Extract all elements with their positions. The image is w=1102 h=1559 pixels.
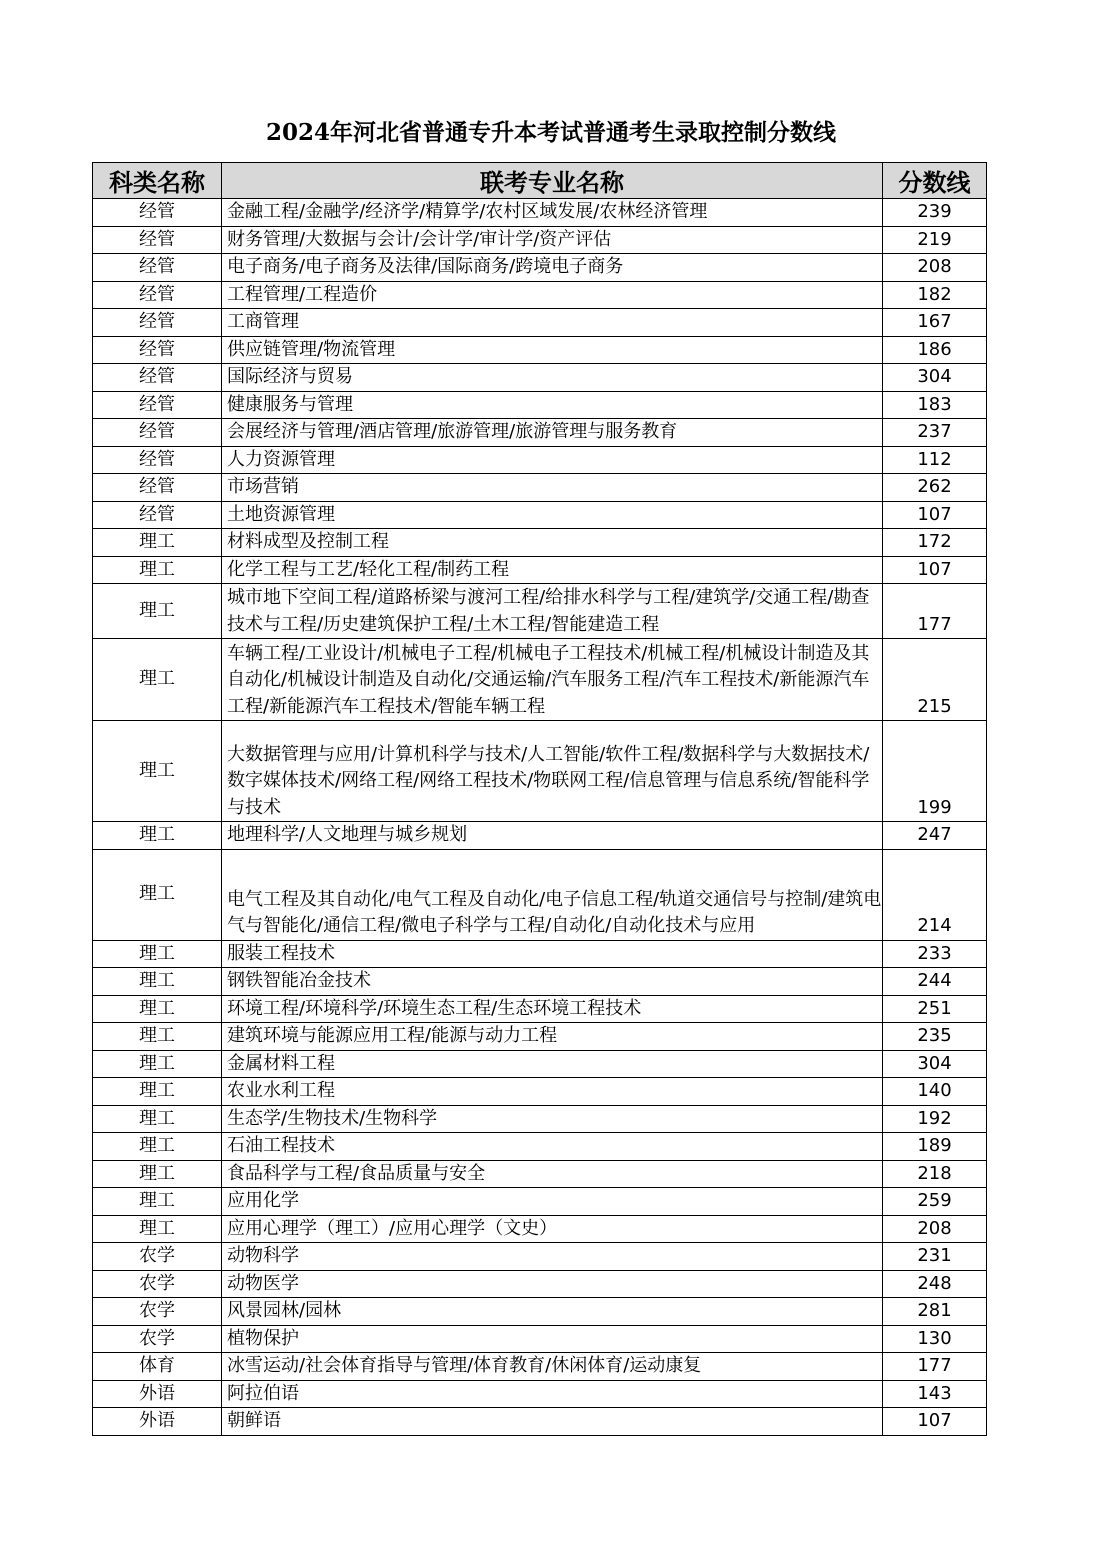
category-cell: 经管 [93,501,222,529]
table-row [93,1160,987,1188]
score-cell: 189 [883,1133,987,1161]
major-cell: 植物保护 [222,1325,883,1353]
score-cell: 140 [883,1078,987,1106]
major-cell: 供应链管理/物流管理 [222,336,883,364]
table-row [93,336,987,364]
major-cell: 朝鲜语 [222,1408,883,1436]
major-cell: 冰雪运动/社会体育指导与管理/体育教育/休闲体育/运动康复 [222,1353,883,1381]
major-cell: 阿拉伯语 [222,1380,883,1408]
major-cell: 化学工程与工艺/轻化工程/制药工程 [222,556,883,584]
category-cell: 理工 [93,1105,222,1133]
category-cell: 理工 [93,822,222,850]
category-cell: 理工 [93,529,222,557]
category-cell: 经管 [93,364,222,392]
table-row [93,556,987,584]
category-cell: 理工 [93,1160,222,1188]
category-cell: 理工 [93,556,222,584]
major-cell: 动物科学 [222,1243,883,1271]
table-row [93,1325,987,1353]
table-row [93,529,987,557]
major-cell: 环境工程/环境科学/环境生态工程/生态环境工程技术 [222,995,883,1023]
category-cell: 农学 [93,1270,222,1298]
table-row [93,446,987,474]
major-cell: 钢铁智能冶金技术 [222,968,883,996]
score-cell: 219 [883,226,987,254]
score-cell: 218 [883,1160,987,1188]
category-cell: 农学 [93,1298,222,1326]
table-row [93,391,987,419]
table-row [93,1188,987,1216]
table-row [93,584,987,639]
major-cell: 地理科学/人文地理与城乡规划 [222,822,883,850]
major-cell: 大数据管理与应用/计算机科学与技术/人工智能/软件工程/数据科学与大数据技术/数字媒体技术/网络工程/网络工程技术/物联网工程/信息管理与信息系统/智能科学与技术 [222,721,883,822]
table-row [93,639,987,721]
major-cell: 会展经济与管理/酒店管理/旅游管理/旅游管理与服务教育 [222,419,883,447]
score-table [92,162,987,1436]
category-cell: 经管 [93,199,222,227]
major-cell: 风景园林/园林 [222,1298,883,1326]
category-cell: 经管 [93,419,222,447]
major-cell: 建筑环境与能源应用工程/能源与动力工程 [222,1023,883,1051]
score-cell: 130 [883,1325,987,1353]
category-cell: 经管 [93,446,222,474]
table-row [93,1243,987,1271]
category-cell: 理工 [93,1078,222,1106]
score-cell: 304 [883,1050,987,1078]
score-cell: 183 [883,391,987,419]
category-cell: 经管 [93,281,222,309]
category-cell: 经管 [93,391,222,419]
score-cell: 251 [883,995,987,1023]
score-cell: 259 [883,1188,987,1216]
major-cell: 石油工程技术 [222,1133,883,1161]
score-cell: 143 [883,1380,987,1408]
score-cell: 247 [883,822,987,850]
score-cell: 107 [883,501,987,529]
score-cell: 107 [883,1408,987,1436]
table-row [93,1298,987,1326]
score-cell: 214 [883,849,987,940]
score-cell: 182 [883,281,987,309]
major-cell: 食品科学与工程/食品质量与安全 [222,1160,883,1188]
score-cell: 208 [883,1215,987,1243]
table-row [93,474,987,502]
score-cell: 244 [883,968,987,996]
score-cell: 208 [883,254,987,282]
header-category: 科类名称 [93,163,222,199]
category-cell: 理工 [93,940,222,968]
category-cell: 理工 [93,1133,222,1161]
category-cell: 理工 [93,639,222,721]
category-cell: 经管 [93,474,222,502]
score-cell: 237 [883,419,987,447]
major-cell: 电子商务/电子商务及法律/国际商务/跨境电子商务 [222,254,883,282]
category-cell: 体育 [93,1353,222,1381]
major-cell: 动物医学 [222,1270,883,1298]
category-cell: 理工 [93,968,222,996]
score-cell: 281 [883,1298,987,1326]
category-cell: 经管 [93,226,222,254]
major-cell: 应用化学 [222,1188,883,1216]
category-cell: 理工 [93,1023,222,1051]
score-cell: 172 [883,529,987,557]
major-cell: 财务管理/大数据与会计/会计学/审计学/资产评估 [222,226,883,254]
major-cell: 人力资源管理 [222,446,883,474]
score-cell: 167 [883,309,987,337]
score-cell: 248 [883,1270,987,1298]
category-cell: 农学 [93,1325,222,1353]
category-cell: 经管 [93,254,222,282]
score-cell: 192 [883,1105,987,1133]
major-cell: 城市地下空间工程/道路桥梁与渡河工程/给排水科学与工程/建筑学/交通工程/勘查技术与工程/历史建筑保护工程/土木工程/智能建造工程 [222,584,883,639]
major-cell: 国际经济与贸易 [222,364,883,392]
table-row [93,199,987,227]
score-cell: 107 [883,556,987,584]
major-cell: 土地资源管理 [222,501,883,529]
score-cell: 231 [883,1243,987,1271]
table-row [93,1215,987,1243]
major-cell: 服装工程技术 [222,940,883,968]
table-row [93,1270,987,1298]
score-cell: 215 [883,639,987,721]
table-row [93,501,987,529]
page-title: 2024年河北省普通专升本考试普通考生录取控制分数线 [265,119,836,146]
score-cell: 112 [883,446,987,474]
table-row [93,849,987,940]
table-row [93,940,987,968]
category-cell: 理工 [93,1050,222,1078]
table-header-row [93,163,987,199]
table-row [93,1353,987,1381]
table-row [93,419,987,447]
major-cell: 市场营销 [222,474,883,502]
table-row [93,1133,987,1161]
category-cell: 外语 [93,1380,222,1408]
category-cell: 经管 [93,336,222,364]
table-row [93,822,987,850]
table-row [93,968,987,996]
table-row [93,1050,987,1078]
score-cell: 262 [883,474,987,502]
major-cell: 健康服务与管理 [222,391,883,419]
major-cell: 工商管理 [222,309,883,337]
major-cell: 金融工程/金融学/经济学/精算学/农村区域发展/农林经济管理 [222,199,883,227]
table-row [93,1380,987,1408]
category-cell: 理工 [93,995,222,1023]
table-row [93,309,987,337]
table-row [93,254,987,282]
major-cell: 电气工程及其自动化/电气工程及自动化/电子信息工程/轨道交通信号与控制/建筑电气与智能化/通信工程/微电子科学与工程/自动化/自动化技术与应用 [222,849,883,940]
major-cell: 材料成型及控制工程 [222,529,883,557]
score-cell: 235 [883,1023,987,1051]
score-cell: 177 [883,1353,987,1381]
table-row [93,226,987,254]
category-cell: 理工 [93,849,222,940]
major-cell: 工程管理/工程造价 [222,281,883,309]
major-cell: 农业水利工程 [222,1078,883,1106]
table-row [93,281,987,309]
category-cell: 经管 [93,309,222,337]
table-body [93,199,987,1436]
category-cell: 农学 [93,1243,222,1271]
score-cell: 186 [883,336,987,364]
table-row [93,995,987,1023]
category-cell: 外语 [93,1408,222,1436]
major-cell: 生态学/生物技术/生物科学 [222,1105,883,1133]
major-cell: 应用心理学（理工）/应用心理学（文史） [222,1215,883,1243]
major-cell: 车辆工程/工业设计/机械电子工程/机械电子工程技术/机械工程/机械设计制造及其自动化/机械设计制造及自动化/交通运输/汽车服务工程/汽车工程技术/新能源汽车工程/新能源汽车工程技术/智能车辆工程 [222,639,883,721]
table-row [93,721,987,822]
header-major: 联考专业名称 [222,163,883,199]
category-cell: 理工 [93,1188,222,1216]
score-cell: 304 [883,364,987,392]
score-cell: 239 [883,199,987,227]
category-cell: 理工 [93,584,222,639]
category-cell: 理工 [93,721,222,822]
table-row [93,1023,987,1051]
score-cell: 233 [883,940,987,968]
header-score: 分数线 [883,163,987,199]
score-cell: 199 [883,721,987,822]
major-cell: 金属材料工程 [222,1050,883,1078]
table-row [93,1078,987,1106]
table-row [93,1408,987,1436]
table-row [93,1105,987,1133]
category-cell: 理工 [93,1215,222,1243]
score-cell: 177 [883,584,987,639]
table-row [93,364,987,392]
